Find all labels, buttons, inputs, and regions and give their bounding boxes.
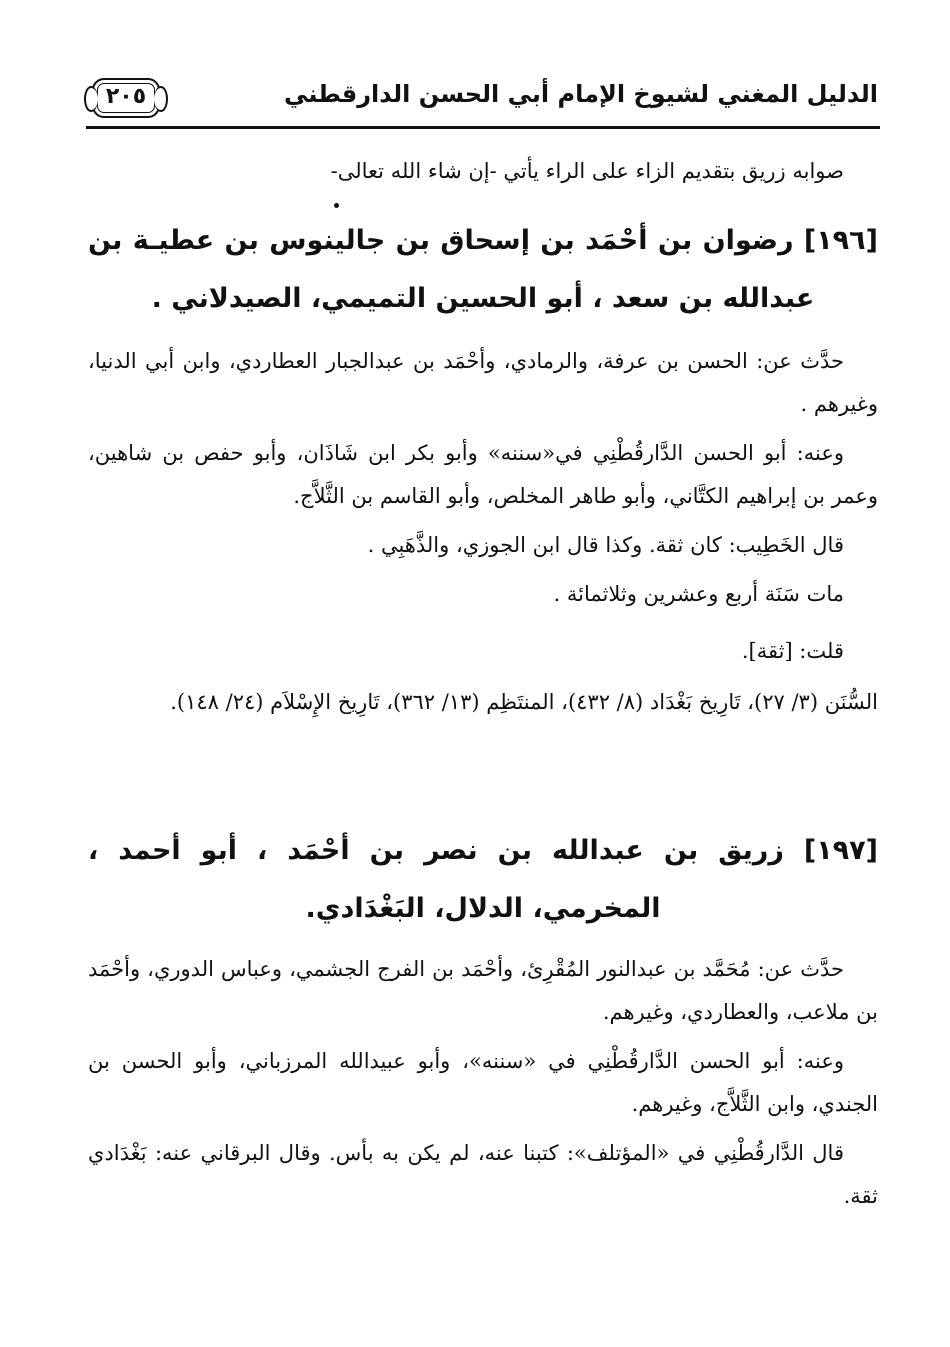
page-header: [88, 78, 878, 126]
entry-196-teachers: حدَّث عن: الحسن بن عرفة، والرمادي، وأحْمَد بن عبدالجبار العطاردي، وابن أبي الدنيا، وغيرهم .: [88, 349, 878, 416]
entry-197: [88, 822, 878, 938]
entry-196-grading: قال الخَطِيب: كان ثقة. وكذا قال ابن الجوزي، والذَّهَبِي .: [367, 533, 844, 557]
entry-197-title: [١٩٧] زريق بن عبدالله بن نصر بن أحْمَد ، أبو أحمد ، المخرمي، الدلال، البَغْدَادي.: [88, 835, 878, 924]
entry-196-verdict: قلت: [ثقة].: [741, 639, 844, 663]
header-rule: [86, 126, 880, 129]
entry-197-grading: قال الدَّارقُطْنِي في «المؤتلف»: كتبنا عنه، لم يكن به بأس. وقال البرقاني عنه: بَغْدَادي ثقة.: [88, 1141, 878, 1208]
running-title: الدليل المغني لشيوخ الإمام أبي الحسن الدارقطني: [284, 80, 878, 108]
entry-196-body: [88, 340, 878, 724]
entry-196-sources: السُّنَن (٣/ ٢٧)، تَارِيخ بَغْدَاد (٨/ ٤٣٢)، المنتَظِم (١٣/ ٣٦٢)، تَارِيخ الإِسْلاَم (٢٤/ ١٤٨).: [170, 690, 878, 714]
entry-197-teachers: حدَّث عن: مُحَمَّد بن عبدالنور المُقْرِئ، وأحْمَد بن الفرج الجشمي، وعباس الدوري، وأحْمَد بن ملاعب، والعطاردي، وغيرهم.: [88, 957, 878, 1024]
page-number: ٢٠٥: [105, 84, 147, 109]
ink-dot: [334, 203, 339, 208]
entry-196-death: مات سَنَة أربع وعشرين وثلاثمائة .: [553, 582, 844, 606]
page-number-frame: [92, 78, 160, 118]
entry-196-students: وعنه: أبو الحسن الدَّارقُطْنِي في«سننه» وأبو بكر ابن شَاذَان، وأبو حفص بن شاهين، وعمر بن إبراهيم الكتَّاني، وأبو طاهر المخلص، وأبو القاسم بن الثَّلاَّج.: [88, 441, 878, 508]
entry-197-body: [88, 948, 878, 1218]
entry-197-students: وعنه: أبو الحسن الدَّارقُطْنِي في «سننه»، وأبو عبيدالله المرزباني، وأبو الحسن بن الجندي، وابن الثَّلاَّج، وغيرهم.: [88, 1049, 878, 1116]
entry-196: [88, 212, 878, 328]
top-note: صوابه زريق بتقديم الزاء على الراء يأتي -إن شاء الله تعالى-: [330, 159, 844, 183]
entry-196-title: [١٩٦] رضوان بن أحْمَد بن إسحاق بن جالينوس بن عطيـة بن عبدالله بن سعد ، أبو الحسين التميمي، الصيدلاني .: [88, 225, 878, 314]
top-note-block: [88, 150, 878, 193]
